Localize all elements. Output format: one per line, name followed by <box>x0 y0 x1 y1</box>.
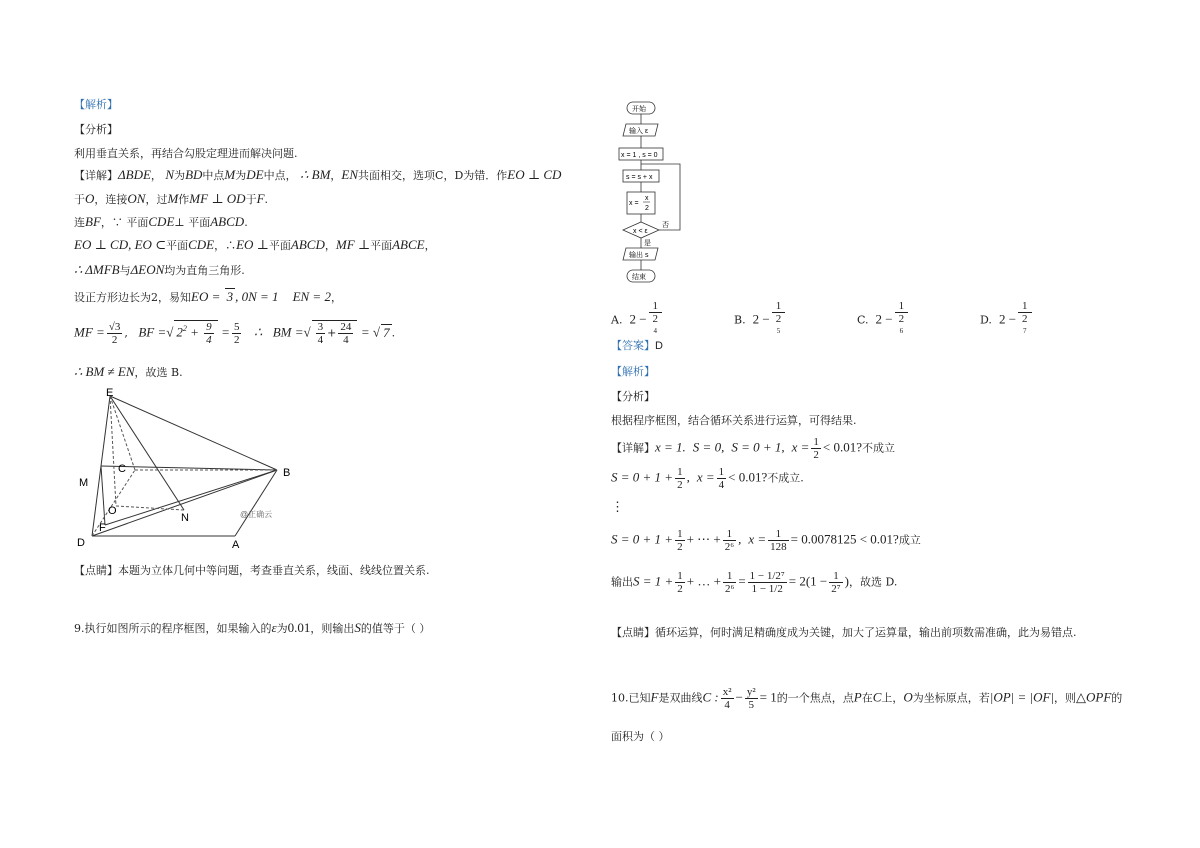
vdots: ⋮ <box>611 500 624 515</box>
detail-line-7: MF = $\frac{√3}{2}$ , BF =√ $2^2$ + $\frac{9}{4}$ = $\frac{5}{2}$ ∴ BM =√ $\frac{3}{4}$ + $\frac{24}{4}$ = √ 7 . <box>74 321 396 347</box>
math-m: M <box>167 191 179 206</box>
option-letter: C. <box>857 313 869 327</box>
label-o: O <box>108 505 117 517</box>
edge-db <box>92 470 277 536</box>
numerator: 24 <box>340 321 352 333</box>
edge-ab <box>235 470 277 536</box>
text: . <box>264 193 269 206</box>
denominator: 4 <box>718 479 725 491</box>
flow-start-text: 开始 <box>632 106 646 113</box>
math: = 0.0078125 < 0.01? <box>790 531 899 547</box>
plus: + <box>327 326 337 340</box>
math-eon: ΔEON <box>130 262 165 277</box>
text: 不成立 <box>862 441 896 455</box>
fraction <box>721 686 734 711</box>
dianjing-label: 【点睛】 <box>74 564 118 577</box>
detail-label: 【详解】 <box>74 169 118 182</box>
label-e: E <box>106 387 114 399</box>
math: ) <box>844 573 849 589</box>
edge-mf <box>101 466 105 525</box>
text: 中点 <box>202 169 225 182</box>
math-abcd: ABCD <box>290 237 325 252</box>
math: EO ⊥ CD, EO ⊂ <box>74 237 167 252</box>
math-bm: BM = <box>272 324 304 340</box>
numerator: 1 <box>677 466 683 478</box>
math-op-eq-of: |OP| = |OF| <box>989 689 1055 705</box>
math-mf-perp-od: MF ⊥ OD <box>189 191 246 206</box>
math: S = 0 + 1 + <box>611 469 674 485</box>
base: 2 <box>1022 313 1028 325</box>
math-abcd: ABCD <box>210 214 245 229</box>
program-flowchart <box>612 98 692 288</box>
denominator: 2 <box>233 334 240 346</box>
numerator: 1 <box>649 300 663 313</box>
label-n: N <box>181 512 189 524</box>
fenxi-label: 【分析】 <box>611 390 655 403</box>
fraction <box>232 321 242 346</box>
math: < 0.01? <box>822 439 863 455</box>
fraction <box>895 300 909 341</box>
dianjing-text: 循环运算，何时满足精确度成为关键，加大了运算量，输出前项数需准确，此为易错点. <box>655 626 1077 639</box>
math-c: C : <box>702 689 719 705</box>
label-c: C <box>118 463 126 475</box>
text: ， <box>150 169 162 182</box>
answer-line <box>611 337 663 353</box>
denominator: 2 <box>677 541 683 553</box>
label-b: B <box>283 467 291 479</box>
text: ，∵ 平面 <box>100 216 149 229</box>
detail-line-4 <box>74 237 436 253</box>
math-cde: CDE <box>148 214 175 229</box>
watermark: @正确云 <box>240 510 273 519</box>
denominator <box>1018 313 1032 341</box>
numerator: 9 <box>206 321 212 334</box>
fraction <box>768 528 789 553</box>
analysis-label: 【解析】 <box>611 365 655 378</box>
label-f: F <box>99 522 106 534</box>
exponent: 5 <box>776 327 781 335</box>
math-c: C <box>872 689 882 705</box>
math-sqrt3: 3 <box>226 289 234 304</box>
denominator: 4 <box>343 334 349 346</box>
math: = 2(1 − <box>788 573 828 589</box>
numerator: 3 <box>317 321 324 333</box>
fenxi-label: 【分析】 <box>74 123 118 136</box>
math: S = 1 + <box>633 573 674 589</box>
detail-line-1 <box>74 167 561 183</box>
math-mfb: ∴ ΔMFB <box>74 262 120 277</box>
numerator: √3 <box>108 321 121 333</box>
base: 2 <box>775 313 782 325</box>
numerator: 1 − 1/2⁷ <box>749 570 785 582</box>
detail-line-5 <box>74 262 245 278</box>
text: 10.已知 <box>611 691 651 705</box>
math: x = <box>696 469 715 485</box>
text: ，∴ <box>214 239 237 252</box>
fraction <box>717 466 727 491</box>
option-prefix: 2 − <box>875 311 893 327</box>
numerator: y² <box>746 686 756 698</box>
text: 均为直角三角形. <box>164 264 245 277</box>
denominator: 2⁷ <box>831 583 841 595</box>
text: 平面 <box>268 239 291 252</box>
math-bf: BF = <box>138 324 167 340</box>
text: 为坐标原点，若 <box>912 691 990 705</box>
text: 作 <box>178 193 190 206</box>
text: ， <box>424 239 436 252</box>
denominator: 4 <box>724 699 730 711</box>
text: ，则 <box>1054 691 1077 705</box>
option-a[interactable] <box>611 300 664 341</box>
exponent: 2 <box>182 324 187 334</box>
flow-end-text: 结束 <box>632 274 646 281</box>
question-10 <box>611 686 1122 711</box>
fraction <box>675 466 685 491</box>
sqrt-sign: √ <box>303 324 311 340</box>
dashed-ec <box>110 396 135 470</box>
exponent: 4 <box>653 327 658 335</box>
math: S = 0 + 1 + <box>611 531 674 547</box>
dianjing-label: 【点睛】 <box>611 626 655 639</box>
math-bd: BD <box>185 167 203 182</box>
numerator: 5 <box>233 321 240 333</box>
fenxi-text: 利用垂直关系，再结合勾股定理进而解决问题. <box>74 147 298 160</box>
math-eo: EO = <box>191 289 224 304</box>
math-on: ON <box>127 191 146 206</box>
fraction <box>316 321 326 346</box>
denominator <box>772 313 786 341</box>
denominator: 2 <box>677 583 683 595</box>
math: = 1 <box>759 689 777 705</box>
math-p: P <box>853 689 862 705</box>
fraction <box>204 321 214 346</box>
text: 不成立. <box>767 471 804 485</box>
denominator: 4 <box>206 334 212 347</box>
text: ， <box>330 291 342 304</box>
sqrt-body <box>174 320 217 346</box>
math-n: N <box>165 167 175 182</box>
numerator: 1 <box>768 528 789 541</box>
math-eo-perp-cd: EO ⊥ CD <box>507 167 562 182</box>
math: < 0.01? <box>728 469 768 485</box>
math: − <box>735 689 743 705</box>
text: ⊥ 平面 <box>174 216 211 229</box>
math-value: 0.01 <box>287 620 311 635</box>
math-o: O <box>903 689 913 705</box>
numerator: 1 <box>813 436 819 448</box>
text: 中点， <box>263 169 297 182</box>
math: S = 0, <box>692 439 725 455</box>
detail-line-6 <box>74 288 342 305</box>
text: ，故选 B. <box>134 366 183 379</box>
text: ， <box>324 239 336 252</box>
detail-line-2 <box>611 466 804 491</box>
math: x = 1. <box>655 439 686 455</box>
detail-label: 【详解】 <box>611 441 655 455</box>
math: , <box>738 531 742 547</box>
math-abce: ABCE <box>392 237 425 252</box>
sqrt-sign: √ <box>372 324 381 340</box>
math-on: , 0N = 1 <box>235 289 279 304</box>
equals: = <box>221 324 230 340</box>
math: , <box>686 469 690 485</box>
fraction <box>675 570 685 595</box>
math: + … + <box>686 573 721 589</box>
numerator: 1 <box>895 300 909 313</box>
fraction <box>811 436 821 461</box>
flow-s-update-text: s = s + x <box>626 174 653 181</box>
math-bm: ∴ BM <box>300 167 331 182</box>
option-prefix: 2 − <box>998 311 1017 327</box>
flow-output-text: 输出 s <box>629 252 649 259</box>
fraction <box>772 300 786 341</box>
math-bde: ΔBDE <box>118 167 151 182</box>
fraction <box>649 300 663 341</box>
detail-line-2 <box>74 191 268 207</box>
text: ，故选 D. <box>848 575 898 589</box>
flow-cond-text: x < ε <box>633 228 648 235</box>
dianjing-text: 本题为立体几何中等问题，考查垂直关系，线面、线线位置关系. <box>118 564 430 577</box>
option-b[interactable] <box>734 300 787 341</box>
math: + ⋯ + <box>686 531 721 547</box>
label-m: M <box>79 477 89 489</box>
text: 的值等于（ ） <box>360 622 431 635</box>
math-cde: CDE <box>188 237 215 252</box>
question-10-line-2: 面积为（ ） <box>611 730 670 743</box>
fraction <box>1018 300 1032 341</box>
solid-geometry-figure <box>70 382 310 552</box>
flow-init-text: x = 1 , s = 0 <box>621 152 658 159</box>
text: 为 <box>276 622 288 635</box>
math-m: M <box>224 167 236 182</box>
detail-line-3 <box>611 528 921 553</box>
math-de: DE <box>246 167 264 182</box>
numerator: 1 <box>829 570 842 583</box>
denominator: 128 <box>770 541 787 553</box>
text: 设正方形边长为2，易知 <box>74 291 191 304</box>
equals: = <box>360 324 373 340</box>
math-bf: BF <box>85 214 101 229</box>
option-letter: A. <box>611 313 623 327</box>
numerator: 1 <box>723 528 736 541</box>
numerator: 1 <box>718 466 725 478</box>
flow-x-den: 2 <box>645 205 649 212</box>
numerator: 1 <box>677 528 683 540</box>
edge-eb <box>110 396 277 470</box>
text: . <box>391 326 396 340</box>
denominator: 1 − 1/2 <box>751 583 783 595</box>
option-prefix: 2 − <box>752 311 770 327</box>
flow-yes-label: 是 <box>644 240 651 247</box>
fraction <box>745 686 758 711</box>
fraction <box>338 321 353 346</box>
math-mf: MF = <box>74 324 105 340</box>
plus: + <box>186 324 203 340</box>
detail-line-3 <box>74 214 248 230</box>
text: 是双曲线 <box>658 691 703 705</box>
math-en: EN = 2 <box>292 289 331 304</box>
math: x = <box>791 439 810 455</box>
text: 的 <box>1111 691 1123 705</box>
flow-x-label: x = <box>629 200 639 207</box>
dianjing-line <box>611 624 1077 640</box>
denominator: 4 <box>317 334 324 346</box>
fraction <box>723 528 736 553</box>
option-letter: D. <box>980 313 992 327</box>
numerator: 1 <box>772 300 786 313</box>
text: 上， <box>881 691 904 705</box>
text: ，则输出 <box>310 622 355 635</box>
detail-line-1 <box>611 436 895 461</box>
text: 于 <box>74 193 85 206</box>
denominator: 2 <box>111 334 118 346</box>
detail-line-8 <box>74 364 183 380</box>
math-bm-neq-en: ∴ BM ≠ EN <box>74 364 135 379</box>
math-epsilon: ε <box>271 620 277 635</box>
answer-label: 【答案】 <box>611 339 655 352</box>
numerator: 1 <box>677 570 683 582</box>
text: 与 <box>119 264 131 277</box>
text: 9.执行如图所示的程序框图，如果输入的 <box>74 622 272 635</box>
option-prefix: 2 − <box>629 311 647 327</box>
analysis-label: 【解析】 <box>74 98 118 111</box>
option-d[interactable] <box>980 300 1034 341</box>
text: 输出 <box>611 575 633 589</box>
math-f: F <box>650 689 659 705</box>
denominator: 5 <box>748 699 755 711</box>
math: x = <box>748 531 767 547</box>
math-s: S <box>354 620 361 635</box>
numerator: 1 <box>723 570 736 583</box>
denominator: 2⁶ <box>724 583 735 595</box>
text: ，连接 <box>94 193 128 206</box>
denominator <box>895 313 909 341</box>
question-9 <box>74 620 430 636</box>
sqrt7: 7 <box>383 324 390 340</box>
base: 2 <box>652 313 659 325</box>
text: 平面 <box>370 239 393 252</box>
text: 连 <box>74 216 85 229</box>
fraction <box>675 528 685 553</box>
math: MF ⊥ <box>335 237 371 252</box>
flow-x-num: x <box>645 195 649 202</box>
denominator: 2 <box>813 449 819 461</box>
text: 在 <box>861 691 873 705</box>
text: 为 <box>235 169 247 182</box>
text: 共面相交，选项C，D为错．作 <box>358 169 508 182</box>
exponent: 7 <box>1023 327 1027 335</box>
text: 平面 <box>166 239 189 252</box>
dianjing-line <box>74 562 430 578</box>
text: ， <box>330 169 342 182</box>
math: EO ⊥ <box>236 237 269 252</box>
edge-en <box>110 396 184 510</box>
math-o: O <box>85 191 95 206</box>
answer-options <box>611 300 1081 335</box>
text: 成立 <box>898 533 921 547</box>
text: ，过 <box>145 193 168 206</box>
math-f: F <box>256 191 265 206</box>
denominator: 2 <box>677 479 683 491</box>
fraction <box>748 570 787 595</box>
numerator: 1 <box>1018 300 1032 313</box>
math-en: EN <box>341 167 359 182</box>
option-c[interactable] <box>857 300 910 341</box>
answer-value: D <box>655 340 663 352</box>
label-d: D <box>77 537 85 549</box>
flow-input-text: 输入 ε <box>629 128 649 135</box>
fraction <box>829 570 842 595</box>
sqrt-body <box>312 320 358 346</box>
option-letter: B. <box>734 313 746 327</box>
fenxi-text: 根据程序框图，结合循环关系进行运算，可得结果. <box>611 414 857 427</box>
fraction <box>723 570 736 595</box>
therefore: ∴ <box>253 324 263 340</box>
math: S = 0 + 1, <box>731 439 785 455</box>
text: . <box>244 216 248 229</box>
denominator: 2⁶ <box>724 541 735 553</box>
math: = <box>738 573 746 589</box>
base: 2 <box>176 324 183 340</box>
sqrt-sign: √ <box>166 324 174 340</box>
label-a: A <box>232 539 240 551</box>
numerator: x² <box>722 686 732 698</box>
text: 为 <box>174 169 186 182</box>
text: 于 <box>245 193 257 206</box>
text: 的一个焦点，点 <box>776 691 854 705</box>
edge-mb <box>101 466 277 470</box>
exponent: 6 <box>899 327 904 335</box>
fraction <box>107 321 123 346</box>
math-opf: △OPF <box>1076 689 1112 705</box>
flow-no-label: 否 <box>662 222 669 229</box>
detail-line-4 <box>611 570 897 595</box>
base: 2 <box>898 313 905 325</box>
